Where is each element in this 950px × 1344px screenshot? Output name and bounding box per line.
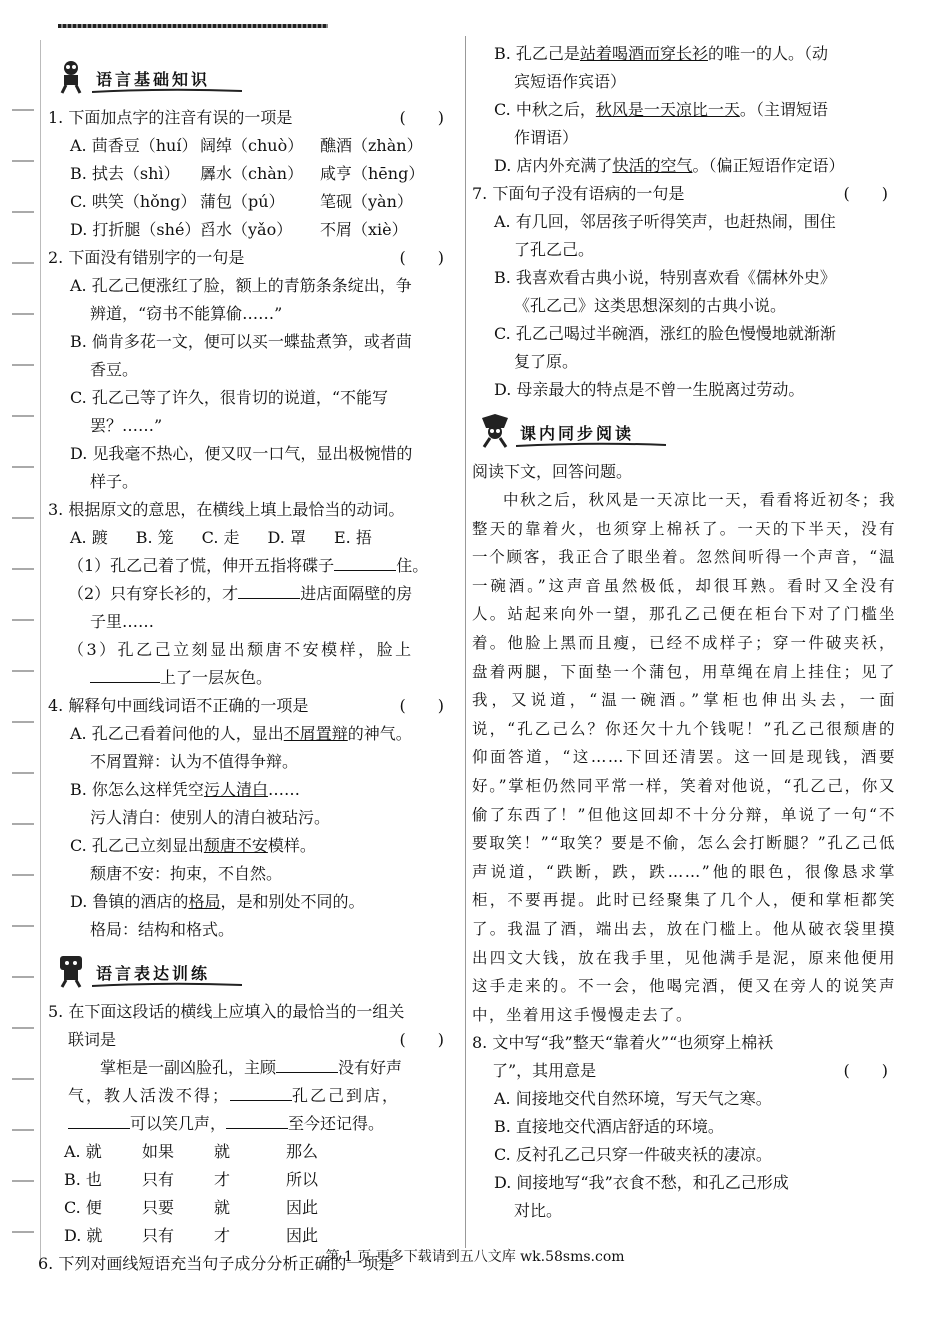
option-line: 《孔乙己》这类思想深刻的古典小说。 bbox=[514, 296, 787, 315]
option-line: B. 孔乙己是站着喝酒而穿长衫的唯一的人。（动 bbox=[494, 44, 828, 63]
definition-line: 颓唐不安：拘束，不自然。 bbox=[90, 864, 283, 883]
option-line: D. 见我毫不热心，便又叹一口气，显出极惋惜的 bbox=[70, 444, 413, 463]
option-line: B. 我喜欢看古典小说，特别喜欢看《儒林外史》 bbox=[494, 268, 836, 287]
fill-line: （1）孔乙己着了慌，伸开五指将碟子 住。 bbox=[48, 552, 452, 580]
option-line: B. 倘肯多花一文，便可以买一蝶盐煮笋，或者茴 bbox=[70, 332, 412, 351]
option-line: 样子。 bbox=[90, 472, 139, 491]
answer-blank[interactable] bbox=[90, 664, 160, 683]
underline-swoosh bbox=[92, 982, 242, 988]
option-line: D. 母亲最大的特点是不曾一生脱离过劳动。 bbox=[494, 380, 805, 399]
section-title: 课内同步阅读 bbox=[520, 424, 635, 443]
fill-line: 子里…… bbox=[90, 612, 155, 631]
option-line: 宾短语作宾语） bbox=[514, 72, 627, 91]
definition-line: 格局：结构和格式。 bbox=[90, 920, 235, 939]
option-line: C. 孔乙己等了许久，很肯切的说道，“不能写 bbox=[70, 388, 389, 407]
question-stem: 5. 在下面这段话的横线上应填入的最恰当的一组关 bbox=[48, 1002, 405, 1021]
question-stem: 2. 下面没有错别字的一句是 ( ) bbox=[48, 244, 452, 272]
option-line: 对比。 bbox=[514, 1201, 563, 1221]
option-line: 罢？……” bbox=[90, 416, 163, 435]
answer-paren: ( ) bbox=[399, 1030, 444, 1049]
option-line: D. 鲁镇的酒店的格局，是和别处不同的。 bbox=[70, 892, 365, 911]
underline-swoosh bbox=[92, 88, 242, 94]
option-row: C. 便 只要 就 因此 bbox=[64, 1198, 319, 1217]
option-line: 作谓语） bbox=[514, 128, 579, 147]
option-line: A. 间接地交代自然环境，写天气之寒。 bbox=[494, 1089, 772, 1109]
option-row: C. 哄笑（hǒng） 蒲包（pú） 笔砚（yàn） bbox=[70, 192, 413, 211]
option-line: 了孔乙己。 bbox=[514, 240, 595, 259]
answer-blank[interactable] bbox=[226, 1110, 288, 1129]
option-line: A. 孔乙己看着问他的人，显出不屑置辩的神气。 bbox=[70, 724, 412, 743]
option-row: B. 也 只有 才 所以 bbox=[64, 1170, 319, 1189]
option-line: C. 反衬孔乙己只穿一件破夹袄的凄凉。 bbox=[494, 1145, 772, 1165]
question-stem: 联词是 ( ) bbox=[48, 1026, 452, 1054]
option-line: C. 孔乙己立刻显出颓唐不安模样。 bbox=[70, 836, 316, 855]
answer-paren: ( ) bbox=[843, 1061, 888, 1081]
passage-text: 中秋之后，秋风是一天凉比一天，看看将近初冬；我整天的靠着火，也须穿上棉袄了。一天的下半天，没有一个顾客，我正合了眼坐着。忽然间听得一个声音，“温一碗酒。”这声音虽然极低，却很耳熟。看时又全没有人。站起来向外一望，那孔乙己便在柜台下对了门槛坐着。他脸上黑而且瘦，已经不成样子；穿一件破夹袄，盘着两腿，下面垫一个蒲包，用草绳在肩上挂住；见了我，又说道，“温一碗酒。”掌柜也伸出头去，一面说，“孔乙己么？你还欠十九个钱呢！”孔乙己很颓唐的仰面答道，“这……下回还清罢。这一回是现钱，酒要好。”掌柜仍然同平常一样，笑着对他说，“孔乙己，你又偷了东西了！”但他这回却不十分分辩，单说了一句“不要取笑！”“取笑？要是不偷，怎么会打断腿？”孔乙己低声说道，“跌断，跌，跌……”他的眼色，很像恳求掌柜，不要再提。此时已经聚集了几个人，便和掌柜都笑了。我温了酒，端出去，放在门槛上。他从破衣袋里摸出四文大钱，放在我手里，见他满手是泥，原来他便用这手走来的。不一会，他喝完酒，便又在旁人的说笑声中，坐着用这手慢慢走去了。 bbox=[472, 491, 896, 1024]
answer-paren: ( ) bbox=[399, 248, 444, 267]
fill-line: （2）只有穿长衫的，才 进店面隔壁的房 bbox=[48, 580, 452, 608]
question-stem: 1. 下面加点字的注音有误的一项是 ( ) bbox=[48, 104, 452, 132]
mascot-icon bbox=[478, 412, 512, 448]
option-line: 复了原。 bbox=[514, 352, 579, 371]
option-row: D. 打折腿（shé） 舀水（yǎo） 不屑（xiè） bbox=[70, 220, 408, 239]
fill-line: （3）孔乙己立刻显出颓唐不安模样，脸上 bbox=[68, 640, 414, 659]
option-row: B. 拭去（shì） 羼水（chàn） 咸亨（hēng） bbox=[70, 164, 425, 183]
answer-blank[interactable] bbox=[334, 552, 396, 571]
option-row: A. 就 如果 就 那么 bbox=[64, 1142, 319, 1161]
answer-blank[interactable] bbox=[230, 1082, 292, 1101]
underline-swoosh bbox=[516, 442, 666, 448]
verb-choices: A. 踱 B. 笼 C. 走 D. 罩 E. 捂 bbox=[70, 528, 372, 547]
section-header-basics bbox=[48, 54, 452, 100]
answer-blank[interactable] bbox=[238, 580, 300, 599]
option-row: A. 茴香豆（huí） 阔绰（chuò） 醮酒（zhàn） bbox=[70, 136, 423, 155]
definition-line: 污人清白：使别人的清白被玷污。 bbox=[90, 808, 331, 827]
binding-margin-marks bbox=[12, 60, 34, 1260]
right-column bbox=[472, 40, 896, 1225]
section-title: 语言基础知识 bbox=[96, 70, 211, 89]
question-stem: 4. 解释句中画线词语不正确的一项是 ( ) bbox=[48, 692, 452, 720]
option-line: B. 直接地交代酒店舒适的环境。 bbox=[494, 1117, 724, 1137]
question-stem: 了”，其用意是 ( ) bbox=[472, 1057, 896, 1085]
option-line: C. 孔乙己喝过半碗酒，涨红的脸色慢慢地就渐渐 bbox=[494, 324, 836, 343]
mascot-icon bbox=[54, 58, 88, 94]
question-stem: 8. 文中写“我”整天“靠着火”“也须穿上棉袄 bbox=[472, 1033, 774, 1053]
top-decorative-bar bbox=[58, 24, 328, 28]
page-footer: 第 1 页 更多下载请到五八文库 wk.58sms.com bbox=[325, 1249, 625, 1265]
reading-passage bbox=[472, 486, 896, 1029]
option-line: C. 中秋之后，秋风是一天凉比一天。（主谓短语 bbox=[494, 100, 828, 119]
question-stem: 3. 根据原文的意思，在横线上填上最恰当的动词。 bbox=[48, 500, 405, 519]
answer-paren: ( ) bbox=[843, 184, 888, 203]
option-line: D. 间接地写“我”衣食不愁，和孔乙己形成 bbox=[494, 1173, 789, 1193]
binding-margin-rule bbox=[40, 40, 41, 1260]
section-header-reading bbox=[472, 408, 896, 454]
fill-line: 上了一层灰色。 bbox=[48, 664, 452, 692]
answer-paren: ( ) bbox=[399, 108, 444, 127]
answer-paren: ( ) bbox=[399, 696, 444, 715]
option-line: D. 店内外充满了快活的空气。（偏正短语作定语） bbox=[494, 156, 845, 175]
mascot-icon bbox=[54, 952, 88, 988]
option-line: B. 你怎么这样凭空污人清白…… bbox=[70, 780, 300, 799]
passage-line: 可以笑几声， 至今还记得。 bbox=[48, 1110, 452, 1138]
option-line: A. 孔乙己便涨红了脸，额上的青筋条条绽出，争 bbox=[70, 276, 412, 295]
question-stem: 6. 下列对画线短语充当句子成分分析正确的一项是 bbox=[38, 1254, 395, 1273]
reading-instruction: 阅读下文，回答问题。 bbox=[472, 462, 633, 481]
option-line: 辨道，“窃书不能算偷……” bbox=[90, 304, 283, 323]
answer-blank[interactable] bbox=[68, 1110, 130, 1129]
section-header-expression bbox=[48, 948, 452, 994]
section-title: 语言表达训练 bbox=[96, 964, 211, 983]
definition-line: 不屑置辩：认为不值得争辩。 bbox=[90, 752, 299, 771]
passage-line: 掌柜是一副凶脸孔，主顾 没有好声 bbox=[48, 1054, 452, 1082]
option-line: A. 有几回，邻居孩子听得笑声，也赶热闹，围住 bbox=[494, 212, 836, 231]
passage-line: 气，教人活泼不得； 孔乙己到店， bbox=[48, 1082, 452, 1110]
answer-blank[interactable] bbox=[276, 1054, 338, 1073]
option-line: 香豆。 bbox=[90, 360, 139, 379]
column-divider bbox=[465, 36, 466, 1248]
option-row: D. 就 只有 才 因此 bbox=[64, 1226, 319, 1245]
question-stem: 7. 下面句子没有语病的一句是 ( ) bbox=[472, 180, 896, 208]
left-column bbox=[38, 50, 452, 1278]
